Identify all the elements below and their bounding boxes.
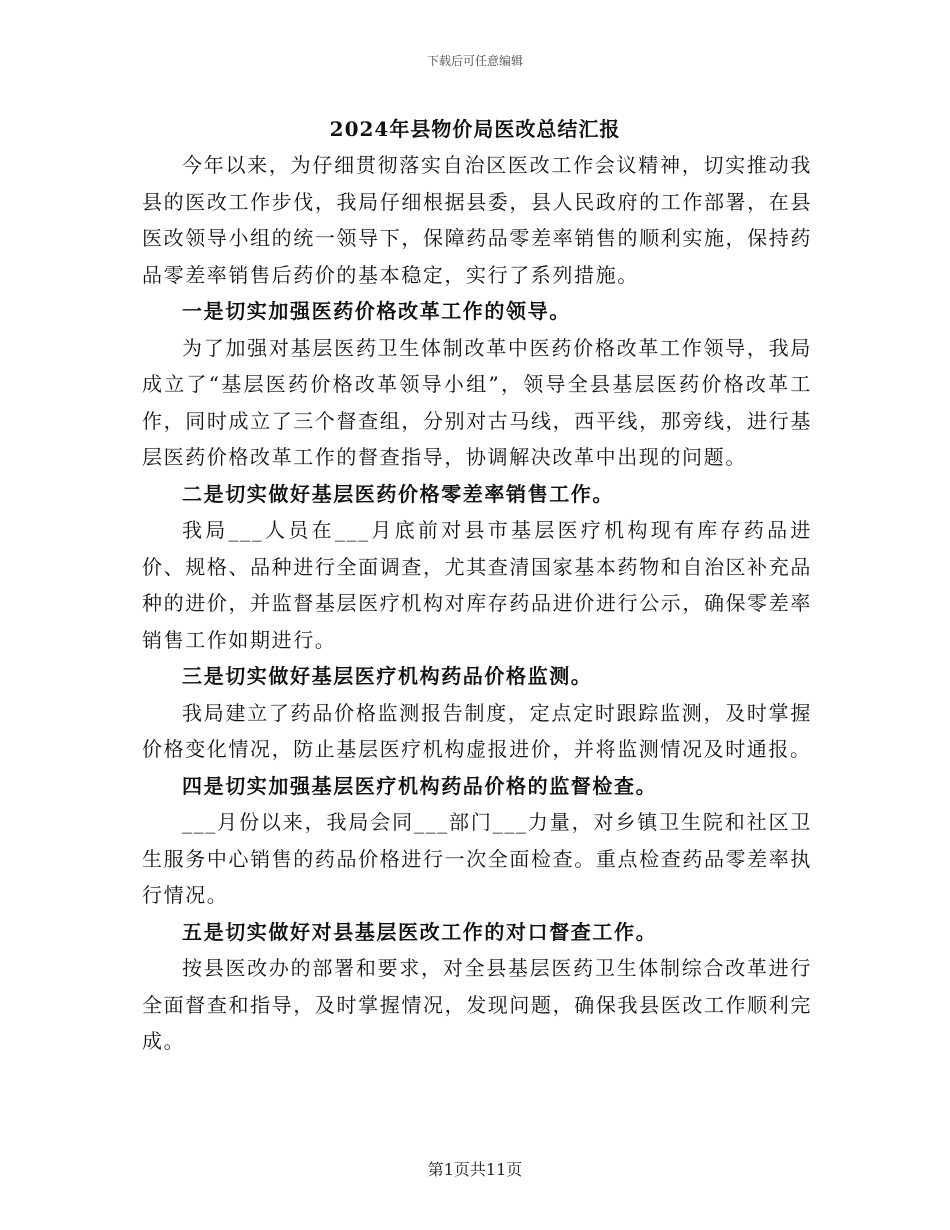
section-heading-2: 二是切实做好基层医药价格零差率销售工作。 [182,481,614,506]
document-title: 2024年县物价局医改总结汇报 [329,117,621,141]
section-paragraph-1: 为了加强对基层医药卫生体制改革中医药价格改革工作领导，我局成立了“基层医药价格改革领导小组”，领导全县基层医药价格改革工作，同时成立了三个督查组，分别对古马线，西平线，那旁线，进行基层医药价格改革工作的督查指导，协调解决改革中出现的问题。 [142,335,812,469]
page-header-note: 下载后可任意编辑 [426,54,523,68]
section-paragraph-2: 我局___人员在___月底前对县市基层医疗机构现有库存药品进价、规格、品种进行全面调查，尤其查清国家基本药物和自治区补充品种的进价，并监督基层医疗机构对库存药品进价进行公示，确保零差率销售工作如期进行。 [142,518,812,652]
section-heading-3: 三是切实做好基层医疗机构药品价格监测。 [182,664,593,688]
document-body [142,147,812,1060]
section-paragraph-5: 按县医改办的部署和要求，对全县基层医药卫生体制综合改革进行全面督查和指导，及时掌握情况，发现问题，确保我县医改工作顺利完成。 [142,956,812,1053]
intro-paragraph: 今年以来，为仔细贯彻落实自治区医改工作会议精神，切实推动我县的医改工作步伐，我局仔细根据县委，县人民政府的工作部署，在县医改领导小组的统一领导下，保障药品零差率销售的顺利实施，保持药品零差率销售后药价的基本稳定，实行了系列措施。 [142,153,812,287]
page-footer-number: 第1页共11页 [427,1160,523,1179]
section-heading-1: 一是切实加强医药价格改革工作的领导。 [182,299,571,323]
section-paragraph-4: ___月份以来，我局会同___部门___力量，对乡镇卫生院和社区卫生服务中心销售的药品价格进行一次全面检查。重点检查药品零差率执行情况。 [142,810,812,907]
section-heading-4: 四是切实加强基层医疗机构药品价格的监督检查。 [182,773,658,798]
section-paragraph-3: 我局建立了药品价格监测报告制度，定点定时跟踪监测，及时掌握价格变化情况，防止基层医疗机构虚报进价，并将监测情况及时通报。 [142,700,812,761]
section-heading-5: 五是切实做好对县基层医改工作的对口督查工作。 [182,919,658,944]
